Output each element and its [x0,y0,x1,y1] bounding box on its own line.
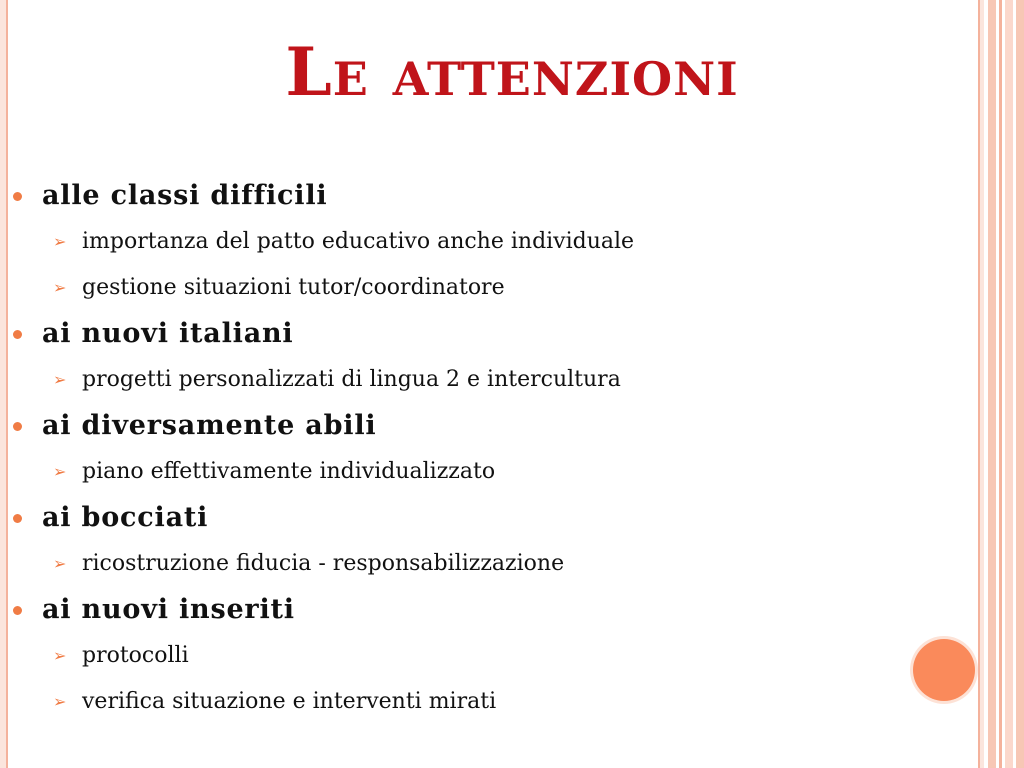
list-item-l2 [10,357,890,403]
round-bullet-icon [13,606,22,615]
list-item-l2 [10,265,890,311]
round-bullet-icon [13,422,22,431]
list-item-text: progetti personalizzati di lingua 2 e intercultura [82,367,621,392]
list-item-l1 [10,587,890,633]
arrow-bullet-icon: ➢ [53,278,67,297]
round-bullet-icon [13,330,22,339]
arrow-bullet-icon: ➢ [53,370,67,389]
bullet-list [10,173,890,725]
list-item-text: importanza del patto educativo anche individuale [82,229,635,254]
list-item-l1 [10,173,890,219]
list-item-text: verifica situazione e interventi mirati [82,689,497,714]
list-item-l2 [10,679,890,725]
list-item-l2 [10,449,890,495]
list-item-l1 [10,495,890,541]
list-item-l2 [10,541,890,587]
list-item-l2 [10,219,890,265]
arrow-bullet-icon: ➢ [53,646,67,665]
arrow-bullet-icon: ➢ [53,692,67,711]
list-item-text: ai nuovi inseriti [42,594,295,625]
list-item-l2 [10,633,890,679]
list-item-text: piano effettivamente individualizzato [82,459,496,484]
round-bullet-icon [13,192,22,201]
list-item-text: ai nuovi italiani [42,318,294,349]
list-item-text: alle classi difficili [42,180,328,211]
list-item-l1 [10,311,890,357]
arrow-bullet-icon: ➢ [53,462,67,481]
left-border-decoration [0,0,8,768]
right-stripes-decoration [978,0,1024,768]
list-item-text: ai diversamente abili [42,410,377,441]
list-item-l1 [10,403,890,449]
list-item-text: ai bocciati [42,502,209,533]
accent-circle-decoration [913,639,975,701]
list-item-text: ricostruzione fiducia - responsabilizzazione [82,551,565,576]
arrow-bullet-icon: ➢ [53,554,67,573]
round-bullet-icon [13,514,22,523]
list-item-text: protocolli [82,643,189,668]
arrow-bullet-icon: ➢ [53,232,67,251]
slide-title: Le attenzioni [285,33,739,111]
list-item-text: gestione situazioni tutor/coordinatore [82,275,505,300]
